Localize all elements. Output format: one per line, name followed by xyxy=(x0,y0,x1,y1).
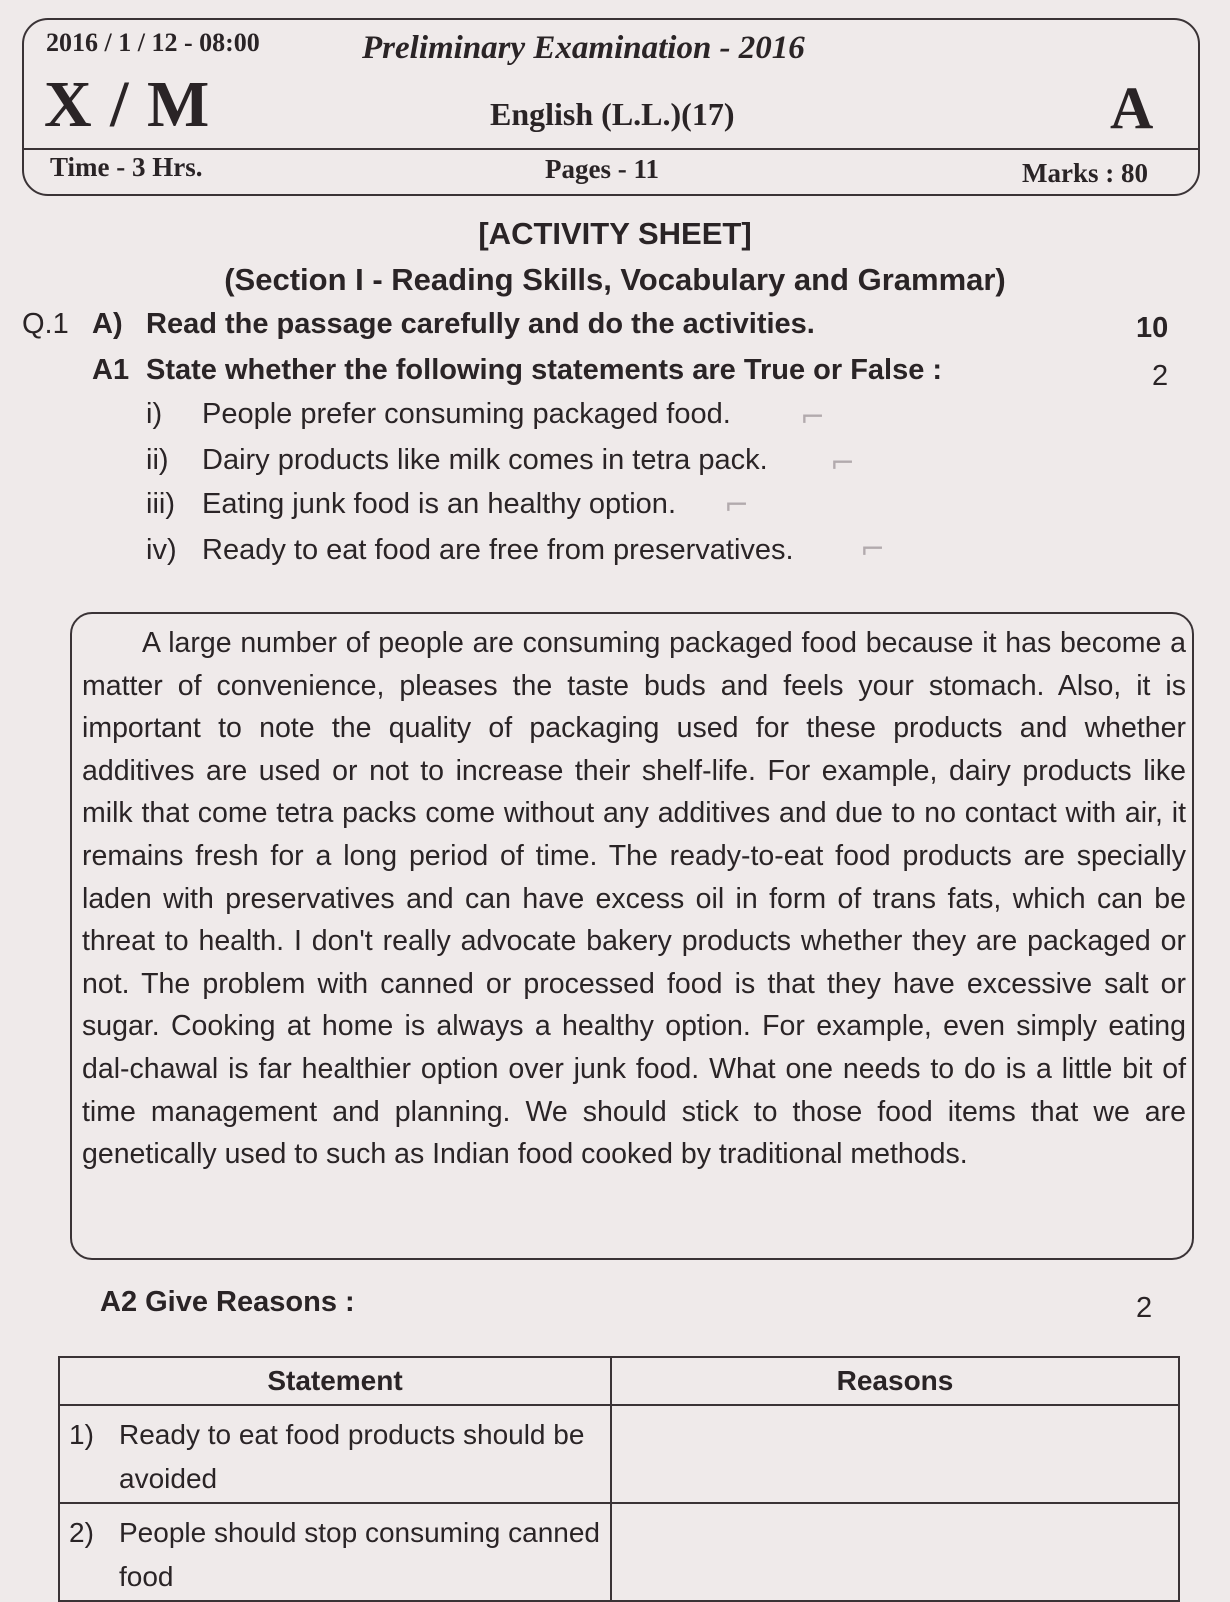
column-header-reasons: Reasons xyxy=(611,1357,1179,1405)
reading-passage: A large number of people are consuming packaged food because it has become a matter of convenience, pleases the taste buds and feels your stomach. Also, it is important to note the quality of packaging used for these products and whether additives are used or not to increase their shelf-life. For example, dairy products like milk that come tetra packs come without any additives and due to no contact with air, it remains fresh for a long period of time. The ready-to-eat food products are specially laden with preservatives and can have excess oil in form of trans fats, which can be threat to health. I don't really advocate bakery products whether they are packaged or not. The problem with canned or processed food is that they have excessive salt or sugar. Cooking at home is always a healthy option. For example, even simply eating dal-chawal is far healthier option over junk food. What one needs to do is a little bit of time management and planning. We should stick to those food items that we are genetically used to such as Indian food cooked by traditional methods. xyxy=(82,627,1186,1171)
class-code: X / M xyxy=(44,68,211,141)
q1-instruction: Read the passage carefully and do the activities. xyxy=(146,308,815,340)
exam-pages: Pages - 11 xyxy=(545,154,659,184)
statement-text: Eating junk food is an healthy option. xyxy=(202,488,676,520)
a1-marks: 2 xyxy=(1152,360,1169,392)
exam-time: Time - 3 Hrs. xyxy=(50,152,203,182)
statement-cell xyxy=(59,1503,611,1601)
reasons-table xyxy=(58,1356,1180,1602)
a2-label: A2 Give Reasons : xyxy=(100,1286,355,1318)
a1-instruction: State whether the following statements are True or False : xyxy=(146,354,943,386)
pencil-mark-icon: ⌐ xyxy=(860,532,886,567)
reason-answer-cell[interactable] xyxy=(611,1405,1179,1503)
section-title: (Section I - Reading Skills, Vocabulary and Grammar) xyxy=(224,262,1006,297)
statement-number: ii) xyxy=(146,444,169,476)
table-row xyxy=(59,1503,1179,1601)
statement-number: i) xyxy=(146,398,163,430)
statement-number: iii) xyxy=(146,488,175,520)
question-number: Q.1 xyxy=(22,308,69,340)
table-header-row xyxy=(59,1357,1179,1405)
row-number: 2) xyxy=(69,1517,94,1548)
statement-text: People prefer consuming packaged food. xyxy=(202,398,731,430)
subject-title: English (L.L.)(17) xyxy=(490,96,735,132)
a2-marks: 2 xyxy=(1136,1292,1153,1324)
pencil-mark-icon: ⌐ xyxy=(724,488,750,523)
column-header-statement: Statement xyxy=(59,1357,611,1405)
table-row xyxy=(59,1405,1179,1503)
statement-cell xyxy=(59,1405,611,1503)
exam-title: Preliminary Examination - 2016 xyxy=(362,30,805,66)
reason-answer-cell[interactable] xyxy=(611,1503,1179,1601)
row-number: 1) xyxy=(69,1419,94,1450)
row-statement: People should stop consuming canned food xyxy=(119,1517,601,1592)
q1-marks: 10 xyxy=(1136,312,1169,344)
statement-text: Ready to eat food are free from preservatives. xyxy=(202,534,794,566)
a1-label: A1 xyxy=(92,354,130,386)
exam-marks: Marks : 80 xyxy=(1022,158,1148,188)
statement-text: Dairy products like milk comes in tetra pack. xyxy=(202,444,768,476)
pencil-mark-icon: ⌐ xyxy=(800,400,826,435)
set-label: A xyxy=(1110,75,1154,141)
pencil-mark-icon: ⌐ xyxy=(830,446,856,481)
date-code: 2016 / 1 / 12 - 08:00 xyxy=(46,28,260,57)
row-statement: Ready to eat food products should be avoided xyxy=(119,1419,585,1494)
header-divider xyxy=(22,148,1200,150)
activity-sheet-title: [ACTIVITY SHEET] xyxy=(478,216,752,251)
statement-number: iv) xyxy=(146,534,177,566)
question-part: A) xyxy=(92,308,123,340)
